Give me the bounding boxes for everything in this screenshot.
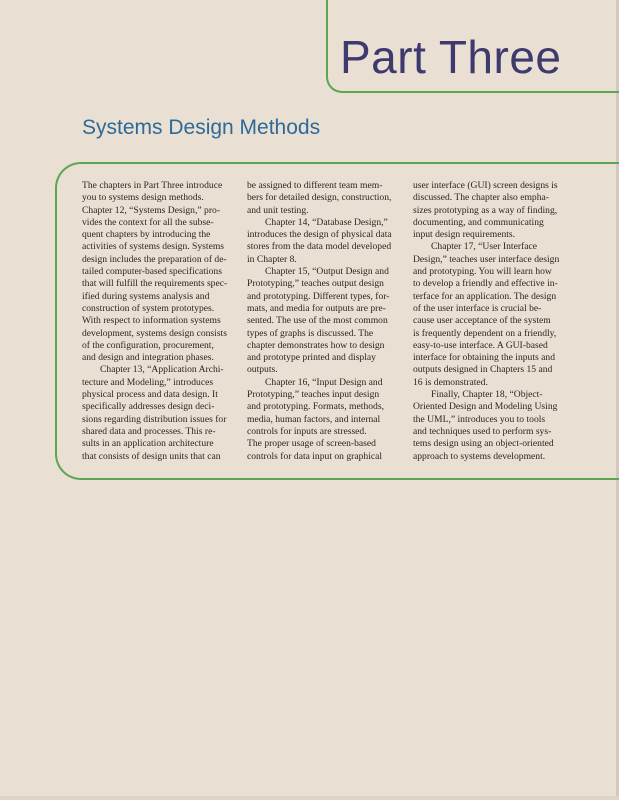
text-line: sions regarding distribution issues for: [82, 413, 227, 425]
text-line: Chapter 16, “Input Design and: [265, 376, 383, 388]
text-line: Design,” teaches user interface design: [413, 253, 560, 265]
text-line: outputs.: [247, 364, 278, 376]
text-line: discussed. The chapter also empha-: [413, 192, 549, 204]
text-line: and design and integration phases.: [82, 352, 214, 364]
text-line: that will fulfill the requirements spec-: [82, 278, 228, 290]
text-line: types of graphs is discussed. The: [247, 327, 374, 339]
text-line: The proper usage of screen-based: [247, 438, 376, 450]
text-line: and prototyping. Formats, methods,: [247, 401, 384, 413]
text-line: of the user interface is crucial be-: [413, 302, 542, 314]
text-line: specifically addresses design deci-: [82, 401, 215, 413]
text-line: and prototype printed and display: [247, 352, 376, 364]
text-line: ified during systems analysis and: [82, 290, 210, 302]
text-line: controls for inputs are stressed.: [247, 425, 367, 437]
text-line: activities of systems design. Systems: [82, 241, 225, 253]
text-column-2: [247, 180, 405, 463]
text-line: media, human factors, and internal: [247, 413, 381, 425]
text-line: Chapter 17, “User Interface: [431, 241, 538, 253]
text-line: Finally, Chapter 18, “Object-: [431, 389, 543, 401]
text-line: cause user acceptance of the system: [413, 315, 551, 327]
text-line: is frequently dependent on a friendly,: [413, 327, 557, 339]
text-line: approach to systems development.: [413, 450, 546, 462]
text-line: design includes the preparation of de-: [82, 253, 227, 265]
text-line: With respect to information systems: [82, 315, 221, 327]
text-line: The chapters in Part Three introduce: [82, 180, 223, 191]
text-line: tems design using an object-oriented: [413, 438, 554, 450]
text-line: in Chapter 8.: [247, 253, 297, 265]
text-line: sults in an application architecture: [82, 438, 214, 450]
text-line: 16 is demonstrated.: [413, 376, 488, 388]
text-line: quent chapters by introducing the: [82, 229, 211, 241]
part-title: Part Three: [340, 31, 562, 83]
text-line: vides the context for all the subse-: [82, 216, 214, 228]
text-line: sizes prototyping as a way of finding,: [413, 204, 558, 216]
text-line: Chapter 14, “Database Design,”: [265, 216, 388, 228]
text-line: the UML,” introduces you to tools: [413, 413, 546, 425]
text-line: and unit testing.: [247, 204, 309, 216]
text-line: bers for detailed design, construction,: [247, 192, 392, 204]
text-line: tailed computer-based specifications: [82, 266, 222, 278]
text-line: outputs designed in Chapters 15 and: [413, 364, 553, 376]
text-line: introduces the design of physical data: [247, 229, 392, 241]
text-column-3: [413, 180, 571, 463]
text-line: Prototyping,” teaches input design: [247, 389, 380, 401]
text-line: sented. The use of the most common: [247, 315, 388, 327]
text-line: Chapter 15, “Output Design and: [265, 266, 389, 278]
text-line: easy-to-use interface. A GUI-based: [413, 339, 548, 351]
text-line: physical process and data design. It: [82, 389, 218, 401]
text-line: you to systems design methods.: [82, 192, 204, 204]
text-line: of the configuration, procurement,: [82, 339, 214, 351]
page-bottom-shadow: [0, 796, 619, 800]
text-line: interface for obtaining the inputs and: [413, 352, 555, 364]
text-line: Prototyping,” teaches output design: [247, 278, 384, 290]
text-line: chapter demonstrates how to design: [247, 339, 385, 351]
text-line: and prototyping. You will learn how: [413, 266, 552, 278]
text-line: and prototyping. Different types, for-: [247, 290, 390, 302]
text-line: and techniques used to perform sys-: [413, 425, 552, 437]
text-line: stores from the data model developed: [247, 241, 392, 253]
text-line: Oriented Design and Modeling Using: [413, 401, 558, 413]
text-line: documenting, and communicating: [413, 216, 544, 228]
text-line: shared data and processes. This re-: [82, 425, 216, 437]
text-line: be assigned to different team mem-: [247, 180, 383, 191]
text-line: Chapter 13, “Application Archi-: [100, 364, 224, 376]
text-line: that consists of design units that can: [82, 450, 221, 462]
text-line: Chapter 12, “Systems Design,” pro-: [82, 204, 221, 216]
text-line: tecture and Modeling,” introduces: [82, 376, 214, 388]
text-line: to develop a friendly and effective in-: [413, 278, 558, 290]
text-line: user interface (GUI) screen designs is: [413, 180, 558, 191]
text-column-1: [82, 180, 240, 463]
text-line: input design requirements.: [413, 229, 516, 241]
text-line: mats, and media for outputs are pre-: [247, 302, 386, 314]
section-title: Systems Design Methods: [82, 116, 321, 139]
text-line: terface for an application. The design: [413, 290, 557, 302]
text-line: controls for data input on graphical: [247, 450, 383, 462]
text-line: development, systems design consists: [82, 327, 227, 339]
text-line: construction of system prototypes.: [82, 302, 215, 314]
